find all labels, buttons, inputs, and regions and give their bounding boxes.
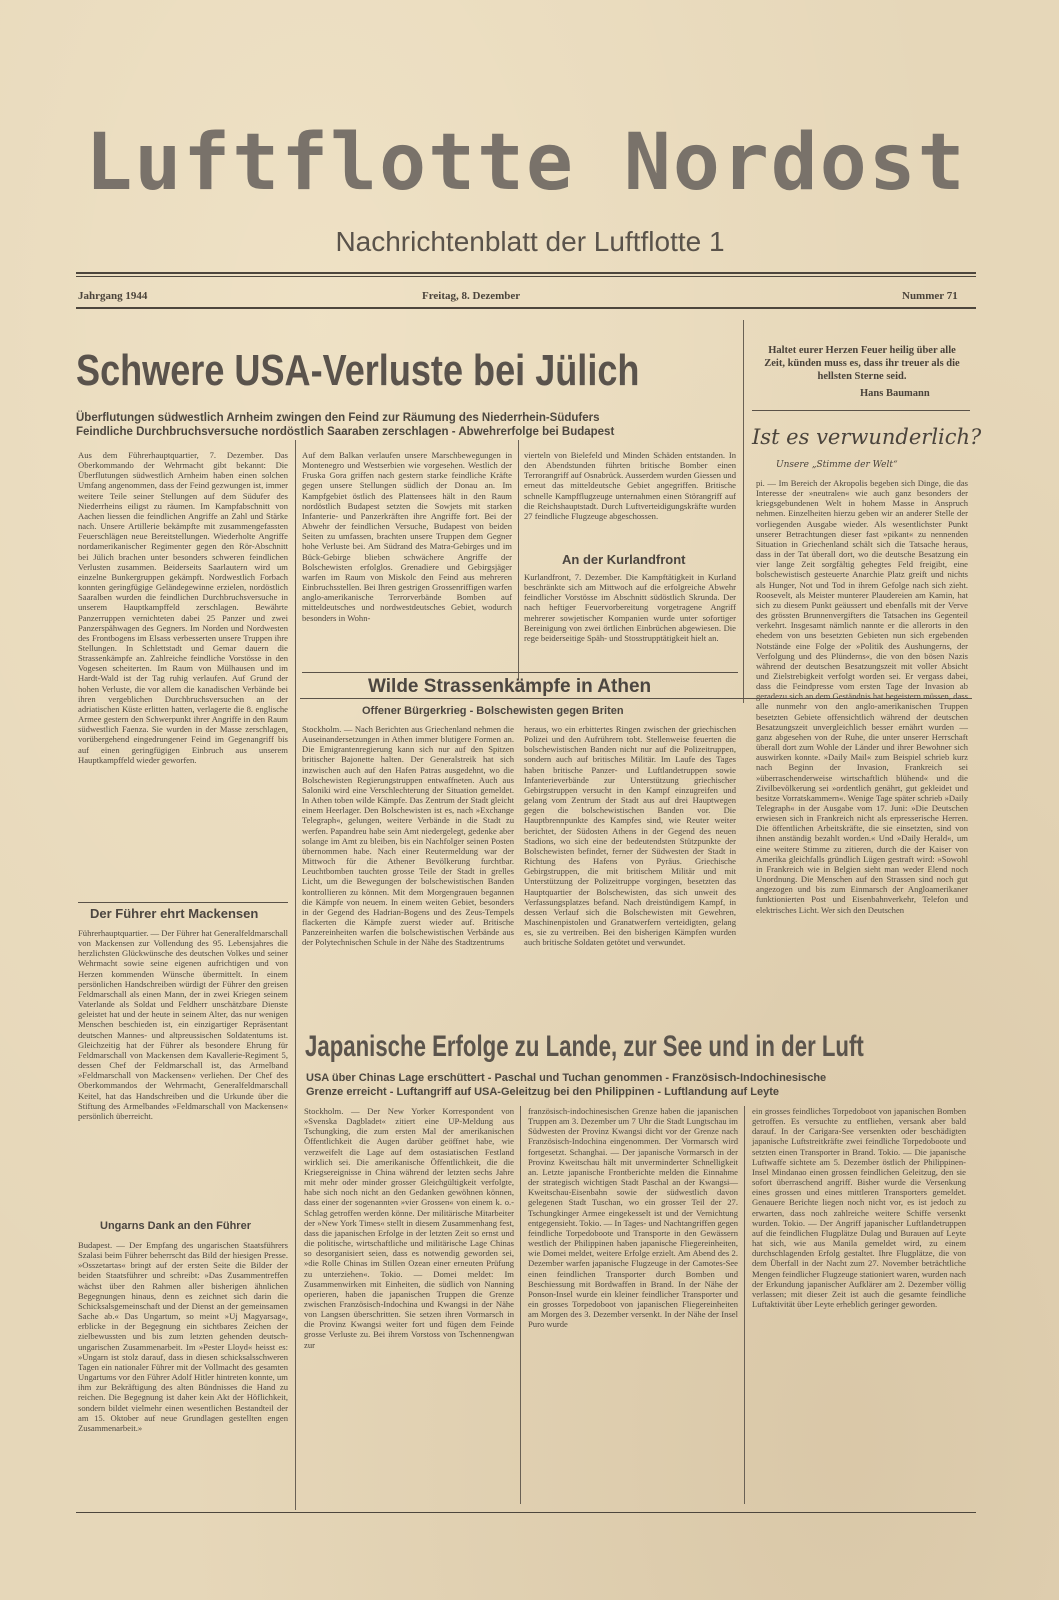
kurland-heading: An der Kurlandfront [562, 552, 686, 567]
mackensen-article [78, 928, 288, 1218]
quote-text: Haltet eurer Herzen Feuer heilig über alle Zeit, künden muss es, dass ihr treuer als die hellsten Sterne seid. [764, 345, 960, 382]
athen-column-2 [524, 724, 736, 1024]
japan-subhead-1: USA über Chinas Lage erschüttert - Paschal und Tuchan genommen - Französisch-Indochinesische [306, 1072, 827, 1084]
bottom-rule [76, 1512, 976, 1513]
lead-column-3 [524, 450, 736, 530]
top-rule [76, 272, 976, 274]
sidebar-subtitle: Unsere „Stimme der Welt“ [776, 460, 898, 470]
athen-column-1 [302, 724, 514, 1024]
masthead-subtitle: Nachrichtenblatt der Luftflotte 1 [335, 226, 725, 257]
lead-column-2-text: Auf dem Balkan verlaufen unsere Marschbewegungen in Montenegro und Westserbien wie vorgesehen. Westlich der Fruska Gora griffen nach gestern starke feindliche Kräfte gegen unsere Stellungen südlich der Donau an. Im Kampfgebiet östlich des Plattensees hält in den Raum nordöstlich Budapest setzten die Sowjets mit starken Infanterie- und Panzerkräften ihre Angriffe fort. Bei der Abwehr der feindlichen Versuche, Budapest von beiden Seiten zu umfassen, brachten unsere Truppen dem Gegner hohe Verluste bei. Am Südrand des Matra-Gebirges und im Bück-Gebirge blieben schwächere Angriffe der Bolschewisten erfolglos. Grenadiere und Gebirgsjäger warfen im Raum von Miskolc den Feind aus mehreren Einbruchsstellen. Bei Ihren gestrigen Grossenriffigen warfen anglo-amerikanische Terrorverbände Bomben auf mitteldeutsches und nordwestdeutsches Gebiet, wodurch besonders in Wohn- [302, 450, 512, 623]
issue-year: Jahrgang 1944 [78, 290, 148, 302]
mackensen-rule [78, 902, 288, 903]
ungarn-heading: Ungarns Dank an den Führer [100, 1220, 251, 1232]
masthead-title: Luftflotte Nordost [85, 118, 967, 208]
japan-column-3-text: ein grosses feindliches Torpedoboot von japanischen Bomben getroffen. Es versuchte zu entfliehen, versank aber bald darauf. In der Carigara-See versenkten oder beschädigten japanische Luftstreitkräfte zwei feindliche Torpedoboote und setzten einen Transporter in Brand. Tokio. — Die japanische Luftwaffe sichtete am 5. Dezember östlich der Philippinen-Insel Mindanao einen grossen feindlichen Geleitzug, den sie sofort überraschend angriff. Bisher wurde die Versenkung eines grossen und eines mittleren Transporters gemeldet. Genauere Berichte liegen noch nicht vor, es ist jedoch zu erwarten, dass noch zahlreiche weitere Schiffe versenkt wurden. Tokio. — Der Angriff japanischer Luftlandetruppen auf die feindlichen Flugplätze Dulag und Burauen auf Leyte hat sich, wie aus Manila gemeldet wird, zu einem durchschlagenden Erfolg gestaltet. Ihre Flugplätze, die von dem Überfall in der Nacht zum 27. November beträchtliche Mengen feindlicher Flugzeuge stationiert waren, wurden nach der Erkundung japanischer Aufklärer am 2. Dezember völlig verlassen; mit dieser Zeit ist auch die gesamte feindliche Luftaktivität über Leyte erheblich geringer geworden. [752, 1106, 966, 1309]
issue-number: Nummer 71 [902, 290, 958, 302]
mackensen-text: Führerhauptquartier. — Der Führer hat Generalfeldmarschall von Mackensen zur Vollendung des 95. Lebensjahres die herzlichsten Glückwünsche des deutschen Volkes und seiner Wehrmacht sowie seine eigenen aufrichtigen und von Herzen kommenden Wünsche übermittelt. In einem persönlichen Handschreiben würdigt der Führer den greisen Feldmarschall als einen Mann, der in zwei Kriegen seinem Vaterlande als Soldat und Feldherr unschätzbare Dienste geleistet hat und der heute in seinem Alter, das nur wenigen Menschen beschieden ist, ein einzigartiger Repräsentant deutschen Mannes- und altpreussischen Soldatentums ist. Gleichzeitig hat der Führer als besondere Ehrung für Feldmarschall von Mackensen dem Kavallerie-Regiment 5, dessen Chef der Feldmarschall ist, das Armelband »Feldmarschall von Mackensen« verliehen. Der Chef des Oberkommandos der Wehrmacht, Generalfeldmarschall Keitel, hat das Handschreiben und die Urkunde über die Stiftung des Armelbandes »Feldmarschall von Mackensen« persönlich überreicht. [78, 928, 288, 1121]
column-divider-2 [518, 440, 519, 680]
ungarn-text: Budapest. — Der Empfang des ungarischen Staatsführers Szalasi beim Führer beherrscht das Bild der hiesigen Presse. »Osszetartas« bringt auf der ersten Seite die Bilder der beiden Staatsführer und schreibt: »Das Zusammentreffen wächst über den Rahmen aller bisherigen ähnlichen Begegnungen hinaus, denn es zeichnet sich darin die Schicksalsgemeinschaft und der Dienst an der gemeinsamen Sache ab.« Das Ungartum, so meint »Uj Magyarsag«, erblicke in der Begegnung ein sichtbares Zeichen der zielbewussten und bis zum letzten gehenden deutsch-ungarischen Zusammenarbeit. Im »Pester Lloyd« heisst es: »Ungarn ist stolz darauf, dass in diesen schicksalsschweren Tagen ein nationaler Führer mit der Vollmacht des gesamten Ungartums vor den Führer Adolf Hitler hintreten konnte, um ihm zur Bekräftigung des alten Bündnisses die Hand zu reichen. Die Begegnung ist daher kein Akt der Höflichkeit, sondern bildet vielmehr einen wesentlichen Bestandteil der am 15. Oktober auf neue Grundlagen gestellten engen Zusammenarbeit.» [78, 1240, 288, 1433]
dateline-rule [76, 307, 976, 309]
kurland-text: Kurlandfront, 7. Dezember. Die Kampftätigkeit in Kurland beschränkte sich am Mittwoch auf die erfolgreiche Abwehr feindlicher Vorstösse im Abschnitt südöstlich Skrunda. Der nach heftiger Feuervorbereitung vorgetragene Angriff mehrerer sowjetischer Kompanien wurde unter sofortiger Bereinigung von zwei örtlichen Einbrüchen abgewiesen. Die rege beiderseitige Späh- und Stosstrupptätigkeit hielt an. [524, 572, 736, 643]
japan-column-2-text: französisch-indochinesischen Grenze haben die japanischen Truppen am 3. Dezember um 7 Uhr die Stadt Lungtschau im Südwesten der Provinz Kwangsi dicht vor der Grenze nach Französisch-Indochina eingenommen. Der Vormarsch wird fortgesetzt. Schanghai. — Der japanische Vormarsch in der Provinz Kweitschau hält mit unverminderter Schnelligkeit an. Letzte japanische Frontberichte melden die Einnahme der strategisch wichtigen Stadt Paschal an der Kwangsi—Kweitschau-Eisenbahn sowie der südwestlich davon gelegenen Stadt Tuschan, wo ein grosser Teil der 27. Tschungkinger Armee eingekesselt ist und der Vernichtung entgegensieht. Tokio. — In Tages- und Nachtangriffen gegen feindliche Torpedoboote und Transporte in den Gewässern westlich der Philippinen haben japanische Fliegereinheiten, wie Domei meldet, weitere Erfolge erzielt. Am Abend des 2. Dezember warfen japanische Flugzeuge in der Camotes-See einen feindlichen Transporter durch Bomben und Beschiessung mit Bordwaffen in Brand. In der Nähe der Ponson-Insel wurde ein kleiner feindlicher Transporter und ein grosses Torpedoboot von japanischen Fliegereinheiten am Morgen des 3. Dezember versenkt. In der Nähe der Insel Puro wurde [528, 1106, 739, 1330]
athen-subhead: Offener Bürgerkrieg - Bolschewisten gegen Briten [362, 705, 624, 717]
sidebar-article [756, 478, 968, 915]
japan-rule [300, 698, 972, 699]
column-divider [743, 320, 744, 703]
lead-subhead-1: Überflutungen südwestlich Arnheim zwingen den Feind zur Räumung des Niederrhein-Südufers [76, 412, 600, 424]
japan-column-3 [752, 1106, 966, 1504]
kurland-article [524, 572, 736, 680]
japan-divider-1 [520, 1106, 521, 1504]
mackensen-heading: Der Führer ehrt Mackensen [90, 906, 259, 921]
lead-column-2 [302, 450, 512, 680]
athen-rule [302, 672, 738, 673]
japan-headline: Japanische Erfolge zu Lande, zur See und in der Luft [305, 1030, 864, 1063]
lead-column-1 [78, 450, 288, 898]
quote-rule [752, 410, 970, 411]
japan-column-1-text: Stockholm. — Der New Yorker Korrespondent von »Svenska Dagbladet« zitiert eine UP-Meldung aus Tschungking, die zum ersten Mal der amerikanischen Öffentlichkeit die Augen darüber geöffnet habe, wie verzweifelt die Lage auf dem ostasiatischen Festland wirklich sei. Die amerikanische Öffentlichkeit, die die Kriegsereignisse in China während der letzten sechs Jahre mit mehr oder minder grosser Gleichgültigkeit verfolgte, habe sich noch nicht an den Gedanken gewöhnen können, dass einer der sogenannten »vier Grossen« von einem k. o.-Schlag getroffen werden könne. Der militärische Mitarbeiter der »New York Times« stellt in diesem Zusammenhang fest, dass die japanischen Erfolge in der letzten Zeit so ernst und die politische, wirtschaftliche und militärische Lage Chinas so desorganisiert seien, dass es notwendig geworden sei, »die Rolle Chinas im Stillen Ozean einer erneuten Prüfung zu unterziehen«. Tokio. — Domei meldet: Im Zusammenwirken mit Einheiten, die südlich von Nanning operieren, haben die japanischen Truppen die Grenze zwischen Französisch-Indochina und Kwangsi in der Nähe von Langsen überschritten. Sie setzen ihren Vormarsch in die Provinz Kwangsi weiter fort und fügen dem Feinde grosse Verluste zu. Bei ihrem Vorstoss von Tschennengwan zur [304, 1106, 514, 1350]
top-rule-thin [76, 276, 976, 277]
lead-subhead-2: Feindliche Durchbruchsversuche nordöstlich Saaraben zerschlagen - Abwehrerfolge bei Budapest [76, 426, 615, 438]
japan-divider-2 [744, 1106, 745, 1504]
lead-column-1-text: Aus dem Führerhauptquartier, 7. Dezember. Das Oberkommando der Wehrmacht gibt bekannt: Die Überflutungen südwestlich Arnheim haben einen solchen Umfang angenommen, dass der Feind gezwungen ist, immer weitere Teile seiner Stellungen auf dem Südufer des Niederrheins eiligst zu räumen. Im Kampfabschnitt von Aachen liessen die feindlichen Angriffe an Zahl und Stärke nach. Unsere Artillerie bekämpfte mit zusammengefassten Feuerschlägen neue Bereitstellungen. Wiederholte Angriffe nordamerikanischer Regimenter gegen den Rör-Abschnitt bei Jülich brachen unter besonders schweren feindlichen Verlusten zusammen. Beiderseits Saarlautern wird um einzelne Bunkergruppen gekämpft. Nordwestlich Forbach konnten geringfügige Geländegewinne erzielen, nordöstlich Saaralben wurden die feindlichen Durchbruchsversuche in unserem Hauptkampffeld zerschlagen. Bewährte Panzerruppen vernichteten dabei 25 Panzer und zwei Panzerspähwagen des Gegners. Im Norden und Nordwesten des Frontbogens im Elsass verbesserten unsere Truppen ihre Stellungen. In Schlettstadt und Gemar dauern die Strassenkämpfe an. Zahlreiche feindliche Vorstösse in den Vogesen scheiterten. Im Raum von Mülhausen und im Hardt-Wald ist der Tag ruhig verlaufen. Auf Grund der hohen Verluste, die vor allem die kanadischen Verbände bei ihren vergeblichen Durchbruchsversuchen an der adriatischen Küste erlitten hatten, verlagerte die 8. englische Armee gestern den Schwerpunkt ihrer Angriffe in den Raum südwestlich Faenza. Sie wurden in der Masse zerschlagen, vorübergehend eingedrungener Feind im Gegenangriff bis auf einen geringfügigen Einbruch aus unserem Hauptkampffeld wieder geworfen. [78, 450, 288, 765]
athen-column-1-text: Stockholm. — Nach Berichten aus Griechenland nehmen die Auseinandersetzungen in Athen immer blutigere Formen an. Die Emigrantenregierung kann sich nur auf den Spitzen britischer Bajonette halten. Der Generalstreik hat sich inzwischen auch auf den Hafen Patras ausgedehnt, wo die Bolschewisten Regierungstruppen entwaffneten. Auch aus Saloniki wird eine Verschlechterung der Situation gemeldet. In Athen toben wilde Kämpfe. Das Zentrum der Stadt gleicht einem Heerlager. Den Bolschewisten ist es, nach »Exchange Telegraph«, gelungen, weitere Verbände in die Stadt zu werfen. Papandreu habe sein Amt niedergelegt, gedenke aber solange im Amt zu bleiben, bis ein Nachfolger seinen Posten übernommen habe. Nach einer Reutermeldung war der Mittwoch für die Athener Bevölkerung furchtbar. Leuchtbomben tauchten grosse Teile der Stadt in grelles Licht, um die Bewegungen der bolschewistischen Banden kontrollieren zu können. Mit dem Morgengrauen begannen die Kämpfe von neuem. In einem weiten Gebiet, besonders in der Gegend des Hadrian-Bogens und des Zeus-Tempels flackerten die Kämpfe zuerst wieder auf. Britische Panzereinheiten warfen die bolschewistischen Verbände aus der Polytechnischen Schule in der Nähe des Stadtzentrums [302, 724, 514, 948]
lead-headline: Schwere USA-Verluste bei Jülich [76, 346, 640, 395]
japan-subhead-2: Grenze erreicht - Luftangriff auf USA-Geleitzug bei den Philippinen - Luftlandung auf Leyte [306, 1086, 780, 1098]
quote-author: Hans Baumann [860, 388, 930, 399]
athen-column-2-text: heraus, wo ein erbittertes Ringen zwischen der griechischen Polizei und den Aufrührern tobt. Stellenweise feuerten die bolschewistischen Banden nicht nur auf die Polizeitruppen, sondern auch auf britisches Militär. Im Laufe des Tages haben britische Panzer- und Luftlandetruppen sowie Infanterieverbände zur Unterstützung griechischer Gebirgstruppen versucht in den Kampf einzugreifen und gelang vom Zentrum der Stadt aus auf drei Hauptwegen gegen die bolschewistischen Banden vor. Die Hauptbrennpunkte des Kampfes sind, wie Reuter weiter berichtet, der Südosten Athens in der Gegend des neuen Stadions, wo sich eine der bedeutendsten Stützpunkte der Bolschewisten befindet, ferner der Südwesten der Stadt in Richtung des Hafens von Pyräus. Griechische Gebirgstruppen, die mit britischem Militär und mit Unterstützung der Polizeitruppe vorgingen, besetzten das Hauptquartier der Bolschewisten, das sich unweit des Verfassungsplatzes befand. Nach dreistündigem Kampf, in dessen Verlauf sich die Bolschewisten mit Gewehren, Maschinenpistolen und Granatwerfern verteidigten, gelang es, sie zu vertreiben. Bei den bisherigen Kämpfen wurden auch britische Soldaten getötet und verwundet. [524, 724, 736, 948]
athen-heading: Wilde Strassenkämpfe in Athen [368, 676, 652, 697]
lead-column-3-text: vierteln von Bielefeld und Minden Schäden entstanden. In den Abendstunden führten britische Bomber einen Terrorangriff auf Osnabrück. Ausserdem wurden Giessen und erneut das mitteldeutsche Gebiet angegriffen. Britische schnelle Kampfflugzeuge unternahmen einen Störangriff auf die Reichshauptstadt. Durch Luftverteidigungskräfte wurden 27 feindliche Flugzeuge abgeschossen. [524, 450, 736, 521]
japan-column-1 [304, 1106, 514, 1504]
japan-column-2 [528, 1106, 738, 1504]
sidebar-text: pi. — Im Bereich der Akropolis begeben sich Dinge, die das Interesse der »neutralen« wie auch ganz besonders der kriegsgebundenen Welt in hohem Masse in Anspruch nehmen. Einzelheiten hierzu geben wir an anderer Stelle der vorliegenden Ausgabe wieder. Als wesentlichster Punkt unserer Betrachtungen dieser fast »pikant« zu nennenden Situation in Griechenland schält sich die Tatsache heraus, dass in der Tat überall dort, wo die deutsche Besatzung ein vier lange Zeit sorgfältig gehegtes Feld freigibt, eine bolschewistisch gesteuerte Anarchie Platz greift und nichts als Hunger, Not und Tod in ihrem Gefolge nach sich zieht. Roosevelt, als Meister munterer Plaudereien am Kamin, hat sich zu diesem Punkt geäussert und ebenfalls mit der Verve des grössten Brunnenvergifters die Tatsachen ins Gegenteil verkehrt. Insgesamt nämlich nannte er die allerorts in den ehedem von uns besetzten Gebieten nun sich ergebenden Notstände eine Folge der »Politik des Aushungerns, der Verfolgung und des Plünderns«, die von den bösen Nazis während der deutschen Besatzungszeit mit voller Absicht und Zielstrebigkeit verfolgt worden sei. Er vergass dabei, dass die Feindpresse vom ersten Tage der Invasion ab geradezu sich an dem Geständnis hat begeistern müssen, dass alle nunmehr von den anglo-amerikanischen Truppen besetzten Gebiete offensichtlich während der deutschen Besatzungszeit unvergleichlich besser ernährt wurden — ganz abgesehen von der Ruhe, die unter unserer Herrschaft überall dort zum Wohle der Länder und ihrer Bewohner sich auswirken konnte. »Daily Mail« zum Beispiel schrieb kurz nach Beginn der Invasion, Frankreich sei »überraschenderweise wirtschaftlich blühend« und die Zivilbevölkerung sei »ordentlich genährt, gut gekleidet und besitze Vorratskammern«. Wenige Tage später schrieb »Daily Telegraph« in der Ausgabe vom 17. Juni: »Die Deutschen erwiesen sich in Frankreich nicht als erpresserische Herren. Die öffentlichen Arbeitskräfte, die sie einsetzten, sind von ihnen anständig bezahlt worden.« Und »Daily Herald«, um eine weitere Stimme zu zitieren, durch die der Kaiser von Amerika gleichfalls gründlich Lügen gestraft wird: »Sowohl in Frankreich wie in Belgien sieht man weder Elend noch Unordnung. Die Menschen auf den Strassen sind noch gut angezogen und bis zum Einmarsch der Angloamerikaner funktionierten Post und Eisenbahnverkehr, Telefon und elektrisches Licht. Wer sich den Deutschen [756, 478, 968, 915]
issue-date: Freitag, 8. Dezember [422, 290, 521, 302]
column-divider-1 [295, 440, 296, 1510]
ungarn-article [78, 1240, 288, 1500]
sidebar-title: Ist es verwunderlich? [752, 425, 982, 449]
